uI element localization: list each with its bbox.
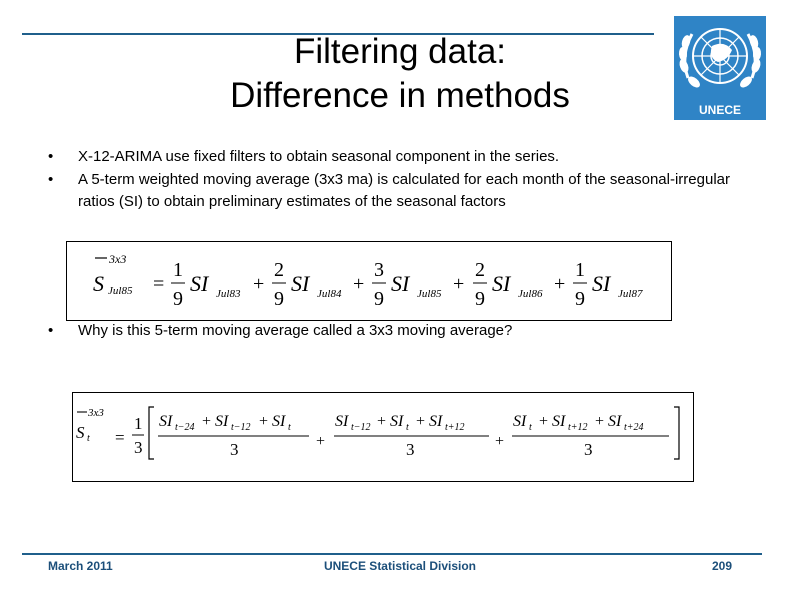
- formula-box-2: [72, 392, 694, 482]
- bullet-text: A 5-term weighted moving average (3x3 ma) is calculated for each month of the seasonal-irregular ratios (SI) to obtain preliminary estimates of the seasonal factors: [78, 171, 730, 210]
- svg-text:SI: SI: [608, 413, 622, 430]
- group-3-sub-1: t: [529, 422, 532, 433]
- term-1-denominator: 9: [173, 288, 183, 310]
- bullet-dot-icon: •: [48, 322, 54, 339]
- bullet-dot-icon: •: [48, 148, 54, 165]
- formula-2: [73, 393, 693, 481]
- svg-text:SI: SI: [190, 271, 209, 296]
- svg-text:+: +: [539, 413, 549, 430]
- footer-page-number: 209: [711, 559, 732, 573]
- group-1-sub-3: t: [288, 422, 291, 433]
- svg-text:+: +: [554, 273, 566, 295]
- bullet-item: [48, 146, 748, 168]
- term-4-subscript: Jul86: [518, 288, 543, 300]
- svg-text:SI: SI: [272, 413, 286, 430]
- term-1-subscript: Jul83: [216, 288, 241, 300]
- title-line-1: Filtering data:: [293, 32, 507, 71]
- lhs-superscript: 3x3: [88, 407, 104, 419]
- group-3-sub-3: t+24: [624, 422, 644, 433]
- lhs-superscript: 3x3: [109, 252, 127, 266]
- svg-text:+: +: [495, 433, 505, 450]
- footer-date: March 2011: [48, 559, 113, 573]
- group-2-sub-3: t+12: [445, 422, 465, 433]
- title-line-2: Difference in methods: [230, 76, 570, 115]
- term-4-denominator: 9: [475, 288, 485, 310]
- formula-box-1: [66, 241, 672, 321]
- bullet-list: [48, 146, 748, 214]
- svg-text:+: +: [453, 273, 465, 295]
- group-1-sub-2: t−12: [231, 422, 251, 433]
- svg-text:SI: SI: [390, 413, 404, 430]
- svg-text:+: +: [253, 273, 265, 295]
- logo-text: UNECE: [698, 103, 741, 117]
- lhs-symbol: S: [93, 271, 104, 296]
- svg-text:SI: SI: [335, 413, 349, 430]
- svg-text:+: +: [377, 413, 387, 430]
- lhs-subscript: Jul85: [108, 285, 133, 297]
- term-3-denominator: 9: [374, 288, 384, 310]
- group-1-denominator: 3: [230, 440, 239, 459]
- term-5-numerator: 1: [575, 259, 585, 281]
- coef-numerator: 1: [134, 414, 143, 433]
- term-3-subscript: Jul85: [417, 288, 442, 300]
- term-2-subscript: Jul84: [317, 288, 342, 300]
- term-5-subscript: Jul87: [618, 288, 643, 300]
- bullet-dot-icon: •: [48, 171, 54, 188]
- svg-text:SI: SI: [291, 271, 310, 296]
- unece-logo: [674, 16, 766, 120]
- term-5-denominator: 9: [575, 288, 585, 310]
- svg-text:SI: SI: [492, 271, 511, 296]
- term-1-numerator: 1: [173, 259, 183, 281]
- svg-text:+: +: [416, 413, 426, 430]
- svg-text:=: =: [115, 428, 125, 447]
- svg-text:=: =: [153, 273, 165, 295]
- svg-text:SI: SI: [429, 413, 443, 430]
- group-2-sub-2: t: [406, 422, 409, 433]
- svg-text:SI: SI: [391, 271, 410, 296]
- group-3-sub-2: t+12: [568, 422, 588, 433]
- svg-text:+: +: [202, 413, 212, 430]
- svg-text:SI: SI: [592, 271, 611, 296]
- group-2-denominator: 3: [406, 440, 415, 459]
- term-2-denominator: 9: [274, 288, 284, 310]
- group-2-sub-1: t−12: [351, 422, 371, 433]
- lhs-symbol: S: [76, 423, 85, 442]
- lhs-subscript: t: [87, 433, 90, 444]
- group-3-denominator: 3: [584, 440, 593, 459]
- svg-text:SI: SI: [513, 413, 527, 430]
- bottom-divider: [22, 553, 762, 555]
- svg-text:+: +: [316, 433, 326, 450]
- group-1-sub-1: t−24: [175, 422, 195, 433]
- formula-1: [67, 242, 671, 320]
- svg-text:SI: SI: [215, 413, 229, 430]
- coef-denominator: 3: [134, 438, 143, 457]
- term-3-numerator: 3: [374, 259, 384, 281]
- bullet-text: X-12-ARIMA use fixed filters to obtain seasonal component in the series.: [78, 148, 560, 165]
- bullet-item-question: [48, 320, 748, 342]
- bullet-text: Why is this 5-term moving average called a 3x3 moving average?: [78, 322, 513, 339]
- svg-text:SI: SI: [159, 413, 173, 430]
- svg-text:+: +: [353, 273, 365, 295]
- bullet-item: [48, 169, 748, 213]
- svg-text:SI: SI: [552, 413, 566, 430]
- term-4-numerator: 2: [475, 259, 485, 281]
- footer-organization: UNECE Statistical Division: [323, 559, 477, 573]
- svg-text:+: +: [259, 413, 269, 430]
- svg-text:+: +: [595, 413, 605, 430]
- term-2-numerator: 2: [274, 259, 284, 281]
